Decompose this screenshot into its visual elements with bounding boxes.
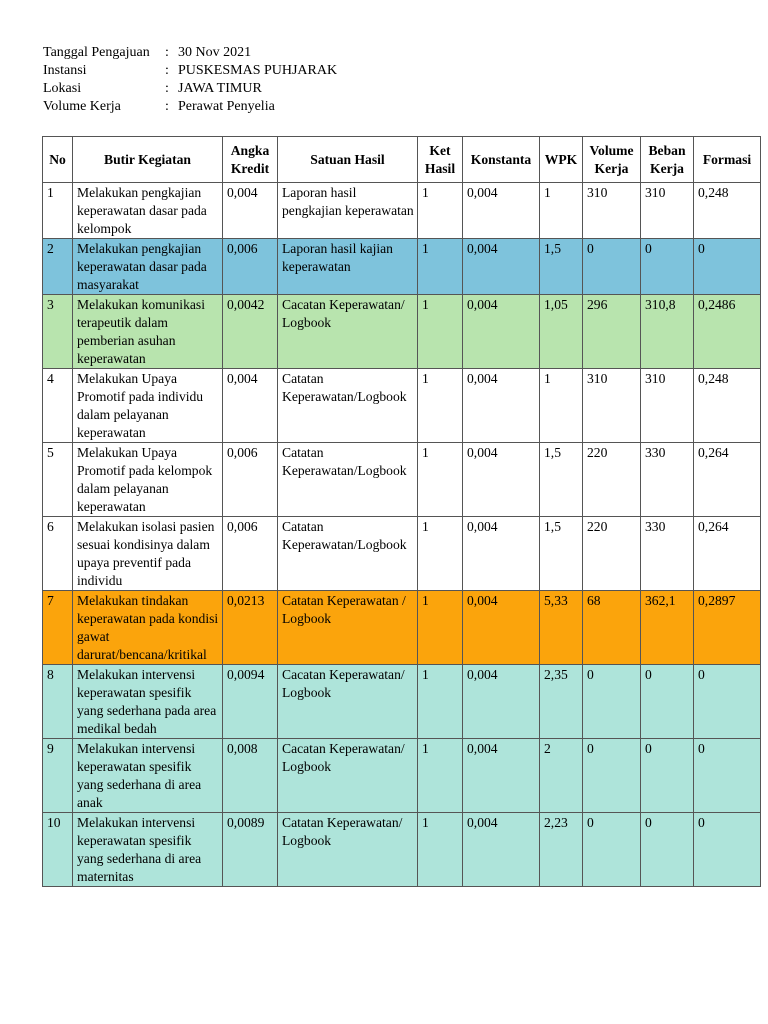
table-row [43,239,761,295]
cell-beban-kerja: 310 [641,369,694,443]
cell-no: 8 [43,665,73,739]
cell-no: 7 [43,591,73,665]
header-row-instansi [43,62,337,80]
cell-konstanta: 0,004 [463,239,540,295]
cell-konstanta: 0,004 [463,295,540,369]
col-header-volume-kerja: Volume Kerja [583,137,641,183]
cell-formasi: 0 [694,739,761,813]
cell-ket-hasil: 1 [418,739,463,813]
cell-no: 2 [43,239,73,295]
cell-volume-kerja: 310 [583,369,641,443]
cell-satuan-hasil: Catatan Keperawatan/Logbook [278,369,418,443]
cell-satuan-hasil: Catatan Keperawatan / Logbook [278,591,418,665]
cell-beban-kerja: 310,8 [641,295,694,369]
cell-konstanta: 0,004 [463,591,540,665]
col-header-formasi: Formasi [694,137,761,183]
cell-volume-kerja: 220 [583,443,641,517]
col-header-satuan-hasil: Satuan Hasil [278,137,418,183]
cell-wpk: 2,23 [540,813,583,887]
cell-konstanta: 0,004 [463,739,540,813]
cell-ket-hasil: 1 [418,813,463,887]
cell-ket-hasil: 1 [418,665,463,739]
field-value: Perawat Penyelia [178,99,275,114]
cell-konstanta: 0,004 [463,443,540,517]
field-separator: : [165,45,169,60]
field-value: JAWA TIMUR [178,81,262,96]
cell-wpk: 5,33 [540,591,583,665]
header-row-volume-kerja [43,98,337,116]
col-header-ket-hasil: Ket Hasil [418,137,463,183]
cell-satuan-hasil: Cacatan Keperawatan/ Logbook [278,739,418,813]
field-separator: : [165,81,169,96]
cell-konstanta: 0,004 [463,517,540,591]
col-header-konstanta: Konstanta [463,137,540,183]
cell-satuan-hasil: Catatan Keperawatan/ Logbook [278,813,418,887]
cell-volume-kerja: 0 [583,239,641,295]
cell-formasi: 0 [694,239,761,295]
cell-konstanta: 0,004 [463,665,540,739]
cell-butir-kegiatan: Melakukan tindakan keperawatan pada kondisi gawat darurat/bencana/kritikal [73,591,223,665]
cell-wpk: 1,5 [540,517,583,591]
cell-formasi: 0 [694,813,761,887]
cell-formasi: 0,264 [694,443,761,517]
field-label: Tanggal Pengajuan [43,45,150,60]
cell-ket-hasil: 1 [418,295,463,369]
cell-butir-kegiatan: Melakukan Upaya Promotif pada kelompok dalam pelayanan keperawatan [73,443,223,517]
field-label: Lokasi [43,81,82,96]
cell-angka-kredit: 0,006 [223,239,278,295]
cell-wpk: 1,5 [540,443,583,517]
cell-beban-kerja: 330 [641,517,694,591]
cell-volume-kerja: 0 [583,813,641,887]
cell-angka-kredit: 0,004 [223,183,278,239]
cell-angka-kredit: 0,0042 [223,295,278,369]
cell-no: 9 [43,739,73,813]
cell-butir-kegiatan: Melakukan isolasi pasien sesuai kondisinya dalam upaya preventif pada individu [73,517,223,591]
col-header-wpk: WPK [540,137,583,183]
cell-no: 6 [43,517,73,591]
cell-angka-kredit: 0,006 [223,443,278,517]
table-row [43,443,761,517]
cell-angka-kredit: 0,0089 [223,813,278,887]
cell-no: 1 [43,183,73,239]
col-header-beban-kerja: Beban Kerja [641,137,694,183]
cell-volume-kerja: 0 [583,665,641,739]
table-row [43,295,761,369]
cell-satuan-hasil: Laporan hasil pengkajian keperawatan [278,183,418,239]
cell-ket-hasil: 1 [418,239,463,295]
formasi-table [42,136,761,887]
cell-angka-kredit: 0,006 [223,517,278,591]
cell-formasi: 0,2897 [694,591,761,665]
header-row-lokasi [43,80,337,98]
cell-no: 4 [43,369,73,443]
cell-wpk: 1 [540,369,583,443]
cell-beban-kerja: 0 [641,665,694,739]
cell-angka-kredit: 0,004 [223,369,278,443]
cell-volume-kerja: 0 [583,739,641,813]
cell-angka-kredit: 0,0094 [223,665,278,739]
header-row-tanggal [43,44,337,62]
cell-ket-hasil: 1 [418,443,463,517]
cell-satuan-hasil: Catatan Keperawatan/Logbook [278,443,418,517]
cell-ket-hasil: 1 [418,517,463,591]
cell-formasi: 0,248 [694,369,761,443]
table-row [43,591,761,665]
cell-no: 5 [43,443,73,517]
cell-butir-kegiatan: Melakukan intervensi keperawatan spesifik yang sederhana pada area medikal bedah [73,665,223,739]
table-row [43,517,761,591]
table-row [43,739,761,813]
cell-angka-kredit: 0,0213 [223,591,278,665]
cell-volume-kerja: 310 [583,183,641,239]
cell-beban-kerja: 310 [641,183,694,239]
cell-no: 3 [43,295,73,369]
table-header-row [43,137,761,183]
cell-formasi: 0,264 [694,517,761,591]
cell-no: 10 [43,813,73,887]
col-header-angka-kredit: Angka Kredit [223,137,278,183]
cell-wpk: 2,35 [540,665,583,739]
cell-satuan-hasil: Cacatan Keperawatan/ Logbook [278,665,418,739]
cell-formasi: 0,248 [694,183,761,239]
cell-konstanta: 0,004 [463,369,540,443]
cell-angka-kredit: 0,008 [223,739,278,813]
cell-wpk: 1,5 [540,239,583,295]
cell-beban-kerja: 0 [641,813,694,887]
field-value: 30 Nov 2021 [178,45,252,60]
table-row [43,813,761,887]
cell-butir-kegiatan: Melakukan Upaya Promotif pada individu dalam pelayanan keperawatan [73,369,223,443]
cell-beban-kerja: 0 [641,239,694,295]
cell-beban-kerja: 0 [641,739,694,813]
cell-konstanta: 0,004 [463,813,540,887]
table-row [43,183,761,239]
cell-konstanta: 0,004 [463,183,540,239]
cell-satuan-hasil: Catatan Keperawatan/Logbook [278,517,418,591]
cell-wpk: 1 [540,183,583,239]
field-value: PUSKESMAS PUHJARAK [178,63,338,78]
field-separator: : [165,99,169,114]
cell-ket-hasil: 1 [418,369,463,443]
cell-volume-kerja: 68 [583,591,641,665]
cell-beban-kerja: 330 [641,443,694,517]
cell-butir-kegiatan: Melakukan intervensi keperawatan spesifik yang sederhana di area maternitas [73,813,223,887]
table-row [43,369,761,443]
document-header [43,44,337,116]
field-separator: : [165,63,169,78]
field-label: Volume Kerja [43,99,121,114]
col-header-no: No [43,137,73,183]
cell-satuan-hasil: Laporan hasil kajian keperawatan [278,239,418,295]
cell-wpk: 1,05 [540,295,583,369]
cell-wpk: 2 [540,739,583,813]
cell-butir-kegiatan: Melakukan pengkajian keperawatan dasar pada kelompok [73,183,223,239]
col-header-butir-kegiatan: Butir Kegiatan [73,137,223,183]
cell-formasi: 0,2486 [694,295,761,369]
cell-satuan-hasil: Cacatan Keperawatan/ Logbook [278,295,418,369]
field-label: Instansi [43,63,87,78]
cell-ket-hasil: 1 [418,183,463,239]
cell-butir-kegiatan: Melakukan pengkajian keperawatan dasar pada masyarakat [73,239,223,295]
cell-formasi: 0 [694,665,761,739]
cell-beban-kerja: 362,1 [641,591,694,665]
cell-volume-kerja: 296 [583,295,641,369]
cell-butir-kegiatan: Melakukan intervensi keperawatan spesifik yang sederhana di area anak [73,739,223,813]
cell-volume-kerja: 220 [583,517,641,591]
cell-butir-kegiatan: Melakukan komunikasi terapeutik dalam pemberian asuhan keperawatan [73,295,223,369]
table-row [43,665,761,739]
cell-ket-hasil: 1 [418,591,463,665]
